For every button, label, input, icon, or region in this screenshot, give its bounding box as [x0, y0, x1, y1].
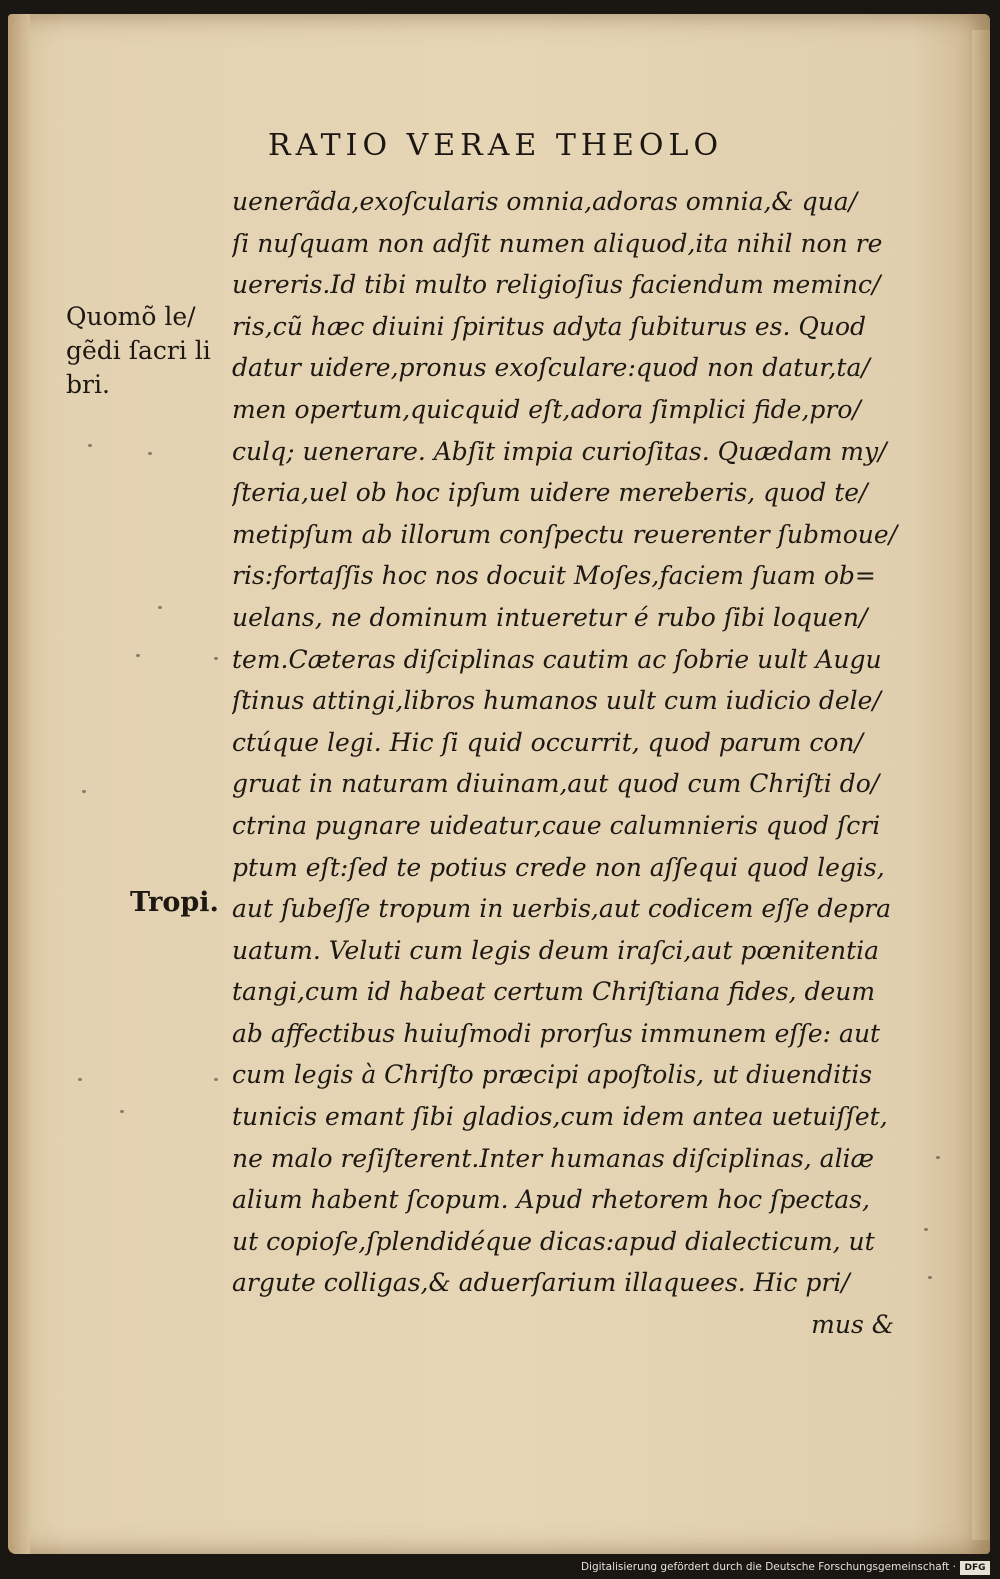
ink-speck [148, 452, 152, 455]
text-line: aut ſubeſſe tropum in uerbis,aut codicem eſſe depra [232, 894, 892, 924]
text-line: uenerãda,exoſcularis omnia,adoras omnia,& qua/ [232, 187, 858, 216]
margin-note-line: bri. [66, 370, 110, 399]
text-line: ctrina pugnare uideatur,caue calumnieris quod ſcri [232, 810, 881, 840]
text-line: ctúque legi. Hic ſi quid occurrit, quod parum con/ [232, 727, 863, 757]
text-line: uereris.Id tibi multo religioſius faciendum meminc/ [232, 270, 881, 300]
text-line: ris,cũ hæc diuini ſpiritus adyta ſubiturus es. Quod [232, 311, 867, 341]
catchword: mus & [811, 1310, 894, 1340]
ink-speck [214, 657, 218, 660]
text-line: ab affectibus huiuſmodi prorſus immunem eſſe: aut [232, 1018, 881, 1048]
ink-speck [214, 1078, 218, 1081]
page-left-edge [8, 14, 30, 1554]
text-line: cum legis à Chriſto præcipi apoſtolis, ut diuenditis [232, 1060, 873, 1090]
running-head: RATIO VERAE THEOLO [268, 128, 724, 163]
ink-speck [158, 606, 162, 609]
body-text [232, 181, 904, 1346]
text-line: tunicis emant ſibi gladios,cum idem antea uetuiſſet, [232, 1102, 888, 1132]
funding-credit: Digitalisierung gefördert durch die Deutsche Forschungsgemeinschaft · [580, 1561, 956, 1573]
text-line: tem.Cæteras diſciplinas cautim ac ſobrie uult Augu [232, 644, 882, 674]
text-line: metipſum ab illorum conſpectu reuerenter ſubmoue/ [232, 519, 898, 549]
text-line: ptum eſt:ſed te potius crede non aſſequi quod legis, [232, 852, 885, 882]
margin-note-line: Quomõ le/ [66, 302, 196, 331]
margin-note-line: gẽdi ſacri li [66, 336, 211, 365]
ink-speck [936, 1156, 940, 1159]
margin-note-tropi: Tropi. [130, 887, 219, 918]
text-line: men opertum,quicquid eſt,adora ſimplici fide,pro/ [232, 394, 861, 424]
dfg-logo: DFG [960, 1561, 990, 1575]
text-line: ris:fortaſſis hoc nos docuit Moſes,faciem ſuam ob= [232, 561, 876, 591]
text-line: datur uidere,pronus exoſculare:quod non datur,ta/ [232, 353, 870, 383]
page-right-edge [972, 30, 990, 1540]
text-line: ne malo reſiſterent.Inter humanas diſciplinas, aliæ [232, 1143, 875, 1173]
text-line: uelans, ne dominum intueretur é rubo ſibi loquen/ [232, 602, 868, 632]
text-line: ſteria,uel ob hoc ipſum uidere mereberis, quod te/ [232, 478, 868, 508]
ink-speck [78, 1078, 82, 1081]
text-line: alium habent ſcopum. Apud rhetorem hoc ſpectas, [232, 1185, 870, 1215]
text-line: ſi nuſquam non adſit numen aliquod,ita nihil non re [232, 228, 883, 258]
text-line: tangi,cum id habeat certum Chriſtiana fides, deum [232, 977, 876, 1007]
text-line: ſtinus attingi,libros humanos uult cum iudicio dele/ [232, 686, 881, 716]
ink-speck [928, 1276, 932, 1279]
text-line: uatum. Veluti cum legis deum iraſci,aut pœnitentia [232, 935, 880, 965]
ink-speck [136, 654, 140, 657]
text-line: ut copioſe,ſplendidéque dicas:apud dialecticum, ut [232, 1226, 875, 1256]
margin-note-quomodo [66, 300, 226, 402]
ink-speck [120, 1110, 124, 1113]
text-line: culq; uenerare. Abſit impia curioſitas. Quædam my/ [232, 436, 887, 466]
text-line: argute colligas,& aduerſarium illaquees. Hic pri/ [232, 1268, 850, 1298]
ink-speck [82, 790, 86, 793]
ink-speck [88, 444, 92, 447]
text-line: gruat in naturam diuinam,aut quod cum Chriſti do/ [232, 769, 880, 799]
ink-speck [924, 1228, 928, 1231]
